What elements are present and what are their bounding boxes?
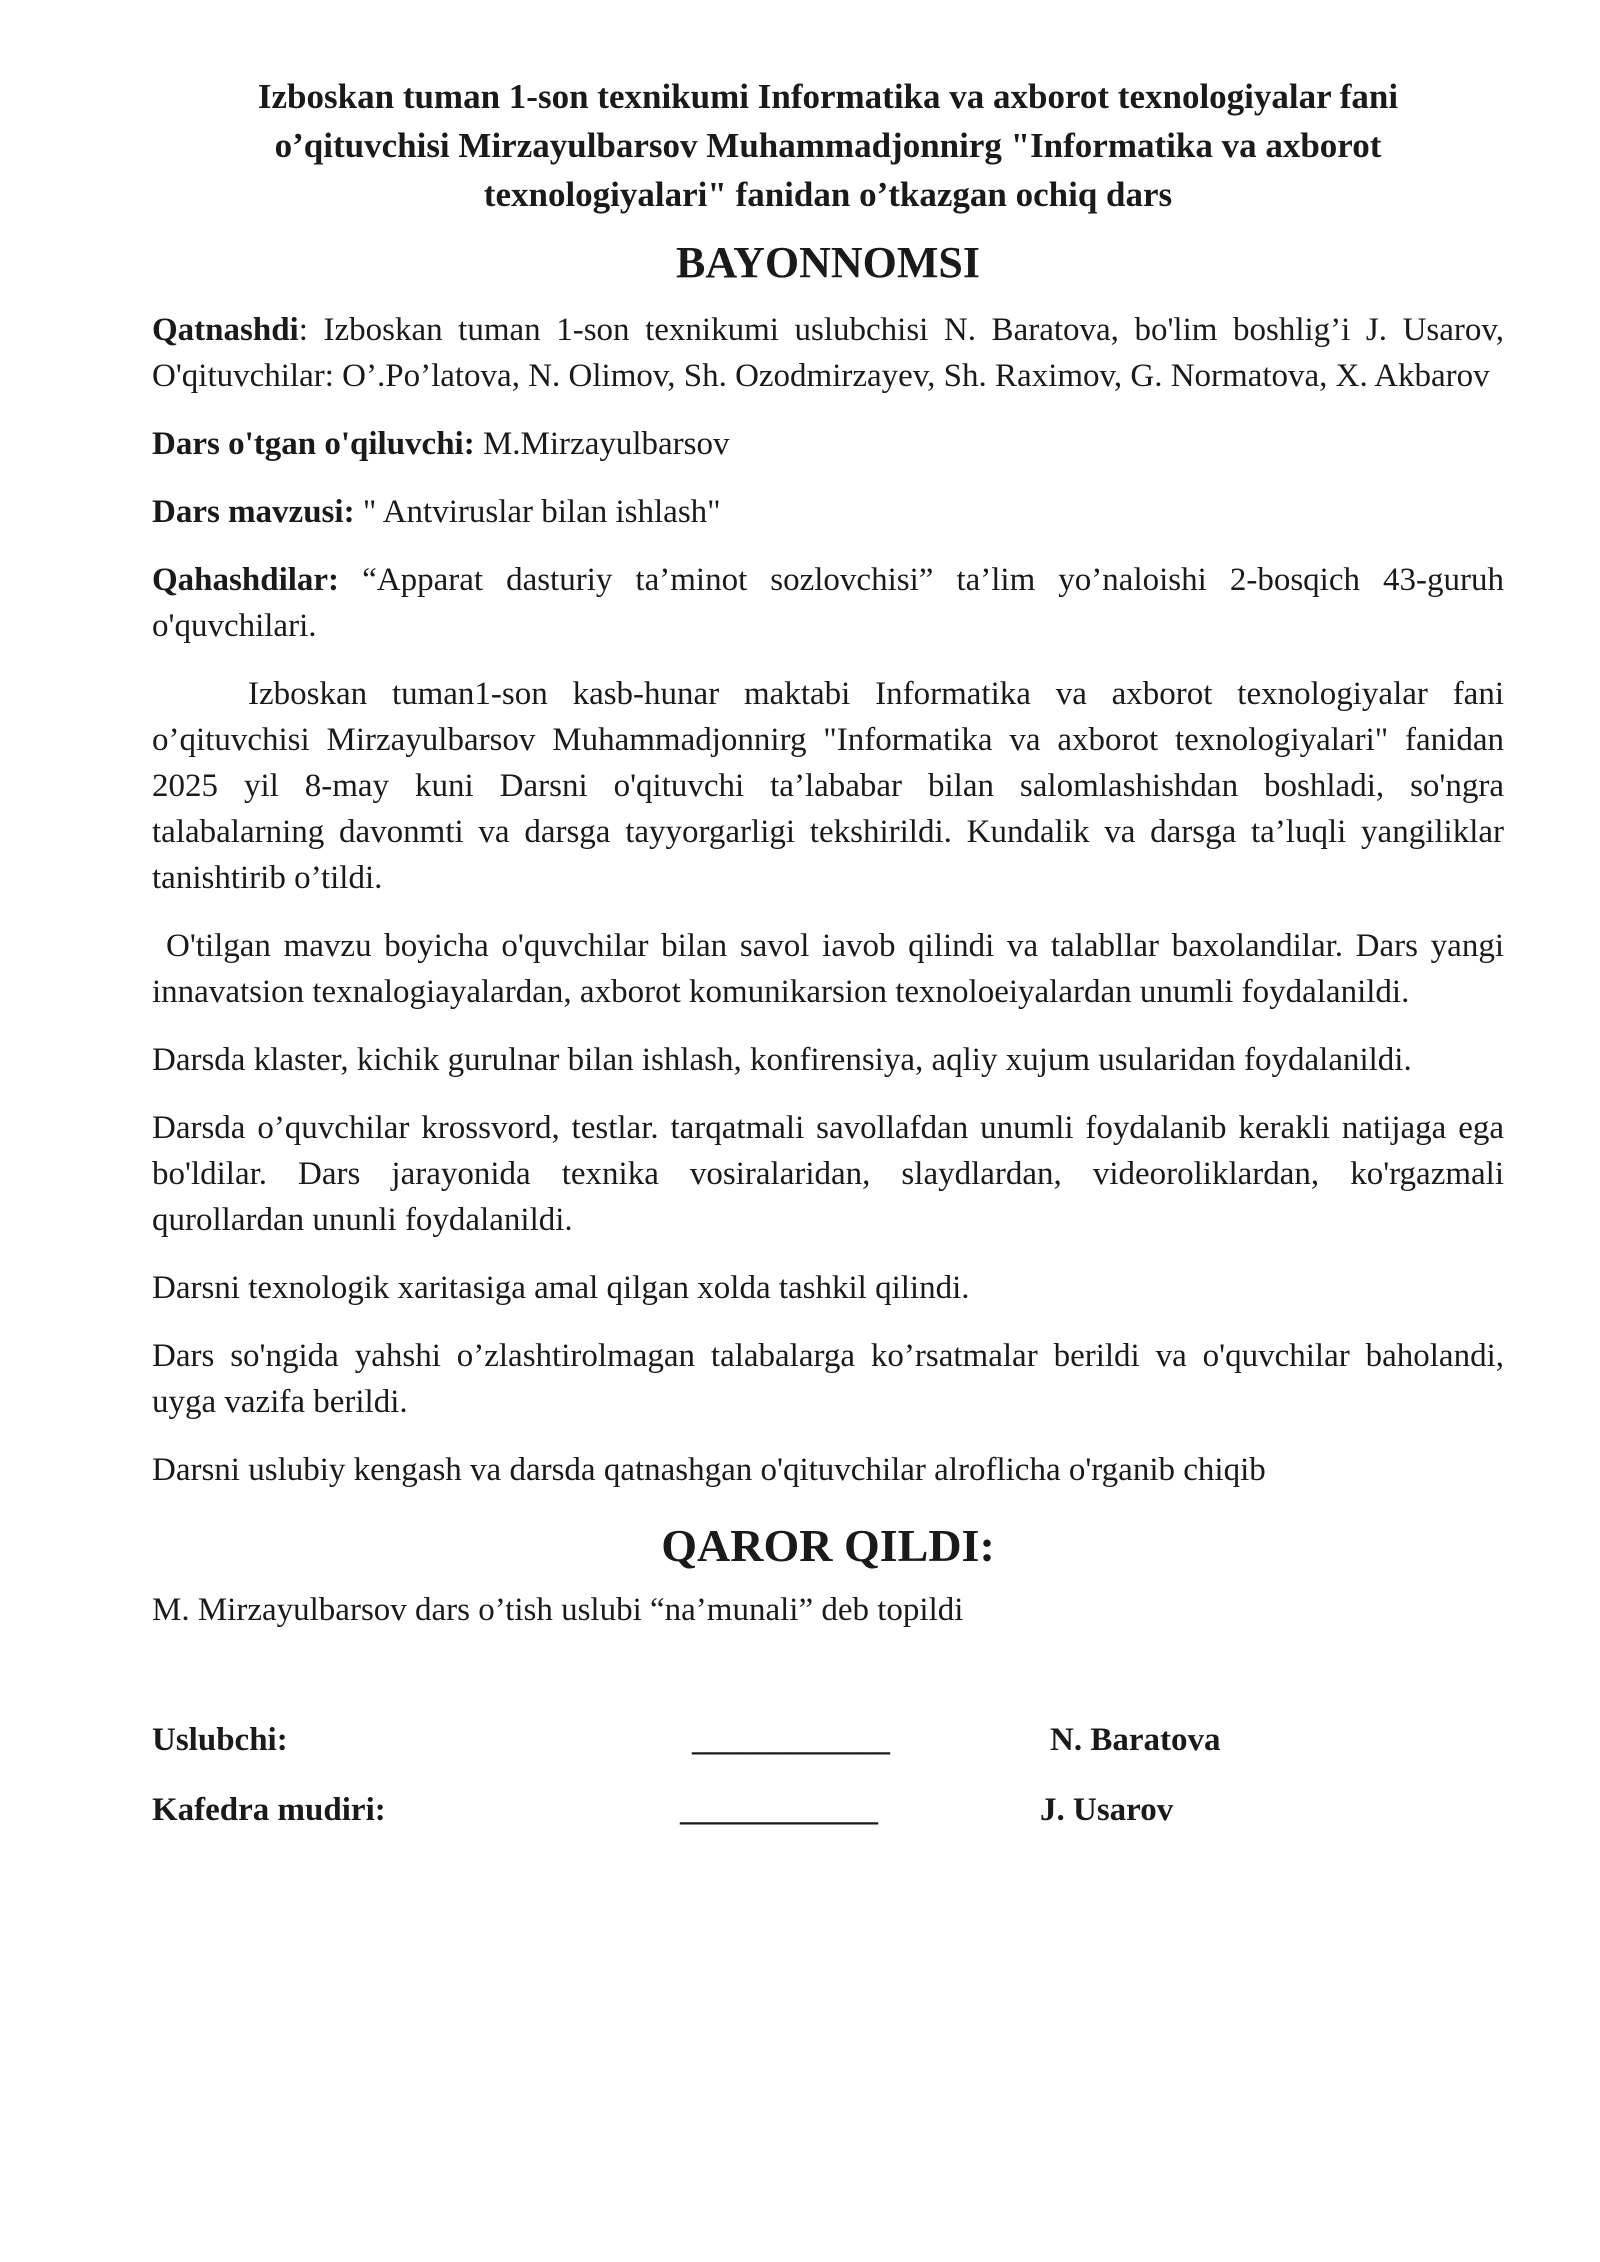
body-paragraph-3: Darsda klaster, kichik gurulnar bilan ishlash, konfirensiya, aqliy xujum usularidan foydalanildi. <box>152 1042 1412 1078</box>
signature-line: ____________ <box>692 1722 890 1758</box>
participants-label: Qatnashdi <box>152 312 299 348</box>
topic-paragraph <box>152 489 1504 535</box>
attendees-label: Qahashdilar: <box>152 562 340 598</box>
attendees-value: “Apparat dasturiy ta’minot sozlovchisi” ta’lim yo’naloishi 2-bosqich 43-guruh o'quvchilari. <box>152 562 1504 644</box>
teacher-label: Dars o'tgan o'qiluvchi: <box>152 426 475 462</box>
signature-name: J. Usarov <box>1040 1792 1174 1828</box>
decision-heading: QAROR QILDI: <box>661 1520 995 1571</box>
signature-block <box>152 1717 1504 1857</box>
topic-value: " Antviruslar bilan ishlash" <box>354 494 721 530</box>
signature-row-department-head <box>152 1787 1504 1857</box>
teacher-paragraph <box>152 421 1504 467</box>
body-paragraph-2: O'tilgan mavzu boyicha o'quvchilar bilan savol iavob qilindi va talabllar baxolandilar. Dars yangi innavatsion texnalogiayalardan, axborot komunikarsion texnoloeiyalardan unumli foydalanildi. <box>152 928 1504 1010</box>
document-page <box>152 72 1504 1857</box>
signature-role: Kafedra mudiri: <box>152 1792 386 1828</box>
teacher-value: M.Mirzayulbarsov <box>474 426 730 462</box>
topic-label: Dars mavzusi: <box>152 494 355 530</box>
signature-row-methodologist <box>152 1717 1504 1787</box>
body-paragraph-5: Darsni texnologik xaritasiga amal qilgan xolda tashkil qilindi. <box>152 1270 970 1306</box>
body-paragraph-6: Dars so'ngida yahshi o’zlashtirolmagan talabalarga ko’rsatmalar berildi va o'quvchilar baholandi, uyga vazifa berildi. <box>152 1338 1504 1420</box>
document-header: Izboskan tuman 1-son texnikumi Informatika va axborot texnologiyalar fani o’qituvchisi Mirzayulbarsov Muhammadjonnirg "Informatika va axborot texnologiyalari" fanidan o’tkazgan ochiq dars <box>257 77 1399 214</box>
signature-line: ____________ <box>680 1792 878 1828</box>
body-paragraph-7: Darsni uslubiy kengash va darsda qatnashgan o'qituvchilar alroflicha o'rganib chiqib <box>152 1452 1266 1488</box>
document-title: BAYONNOMSI <box>676 238 980 287</box>
body-paragraph-1: Izboskan tuman1-son kasb-hunar maktabi Informatika va axborot texnologiyalar fani o’qituvchisi Mirzayulbarsov Muhammadjonnirg "Informatika va axborot texnologiyalari" fanidan 2025 yil 8-may kuni Darsni o'qituvchi ta’lababar bilan salomlashishdan boshladi, so'ngra talabalarning davonmti va darsga tayyorgarligi tekshirildi. Kundalik va darsga ta’luqli yangiliklar tanishtirib o’tildi. <box>152 676 1504 896</box>
participants-paragraph <box>152 307 1504 399</box>
signature-name: N. Baratova <box>1050 1722 1221 1758</box>
body-paragraph-4: Darsda o’quvchilar krossvord, testlar. tarqatmali savollafdan unumli foydalanib kerakli natijaga ega bo'ldilar. Dars jarayonida texnika vosiralaridan, slaydlardan, videoroliklardan, ko'rgazmali qurollardan ununli foydalanildi. <box>152 1110 1504 1238</box>
signature-role: Uslubchi: <box>152 1722 288 1758</box>
decision-text: M. Mirzayulbarsov dars o’tish uslubi “na’munali” deb topildi <box>152 1592 964 1628</box>
attendees-paragraph <box>152 557 1504 649</box>
participants-value: : Izboskan tuman 1-son texnikumi uslubchisi N. Baratova, bo'lim boshlig’i J. Usarov, O'qituvchilar: O’.Po’latova, N. Olimov, Sh. Ozodmirzayev, Sh. Raximov, G. Normatova, X. Akbarov <box>152 312 1504 394</box>
